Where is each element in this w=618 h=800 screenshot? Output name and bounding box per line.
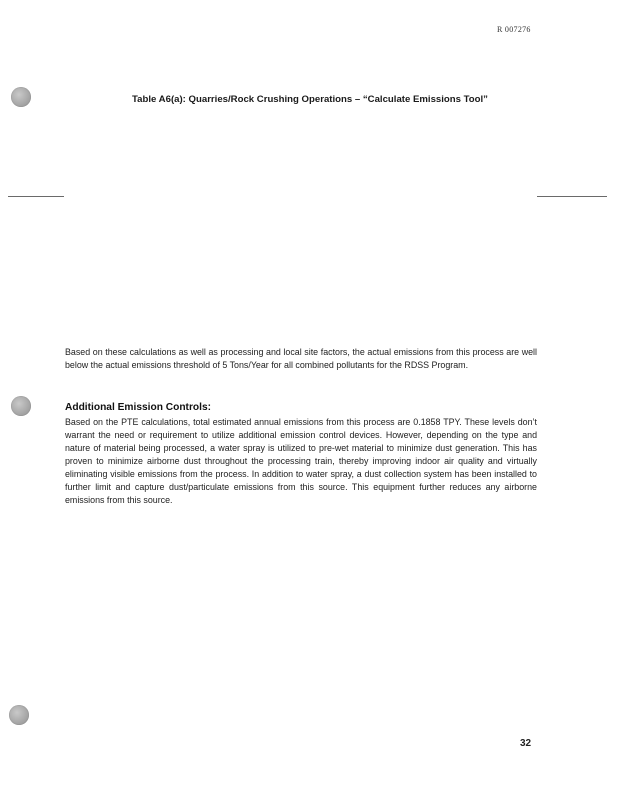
emissions-summary-paragraph: Based on these calculations as well as processing and local site factors, the actual emissions from this process are well below the actual emissions threshold of 5 Tons/Year for all combined pollutants for the RDSS Program.	[65, 347, 537, 370]
additional-controls-paragraph: Based on the PTE calculations, total estimated annual emissions from this process are 0.1858 TPY. These levels don’t warrant the need or requirement to utilize additional emission control devices. However, depending on the type and nature of material being processed, a water spray is utilized to pre-wet material to minimize dust generation. This has proven to minimize airborne dust throughout the processing train, thereby improving indoor air quality and virtually eliminating visible emissions from the process. In addition to water spray, a dust collection system has been installed to further limit and capture dust/particulate emissions from this source. This equipment further reduces any airborne emissions from this source.	[65, 417, 537, 505]
punch-hole-middle	[11, 396, 31, 416]
section-heading: Additional Emission Controls:	[65, 402, 212, 413]
bates-stamp: R 007276	[497, 25, 531, 34]
punch-hole-bottom	[9, 705, 29, 725]
divider-right	[537, 196, 607, 197]
table-title: Table A6(a): Quarries/Rock Crushing Operations – “Calculate Emissions Tool”	[132, 94, 488, 105]
punch-hole-top	[11, 87, 31, 107]
page-number: 32	[520, 738, 532, 749]
divider-left	[8, 196, 64, 197]
